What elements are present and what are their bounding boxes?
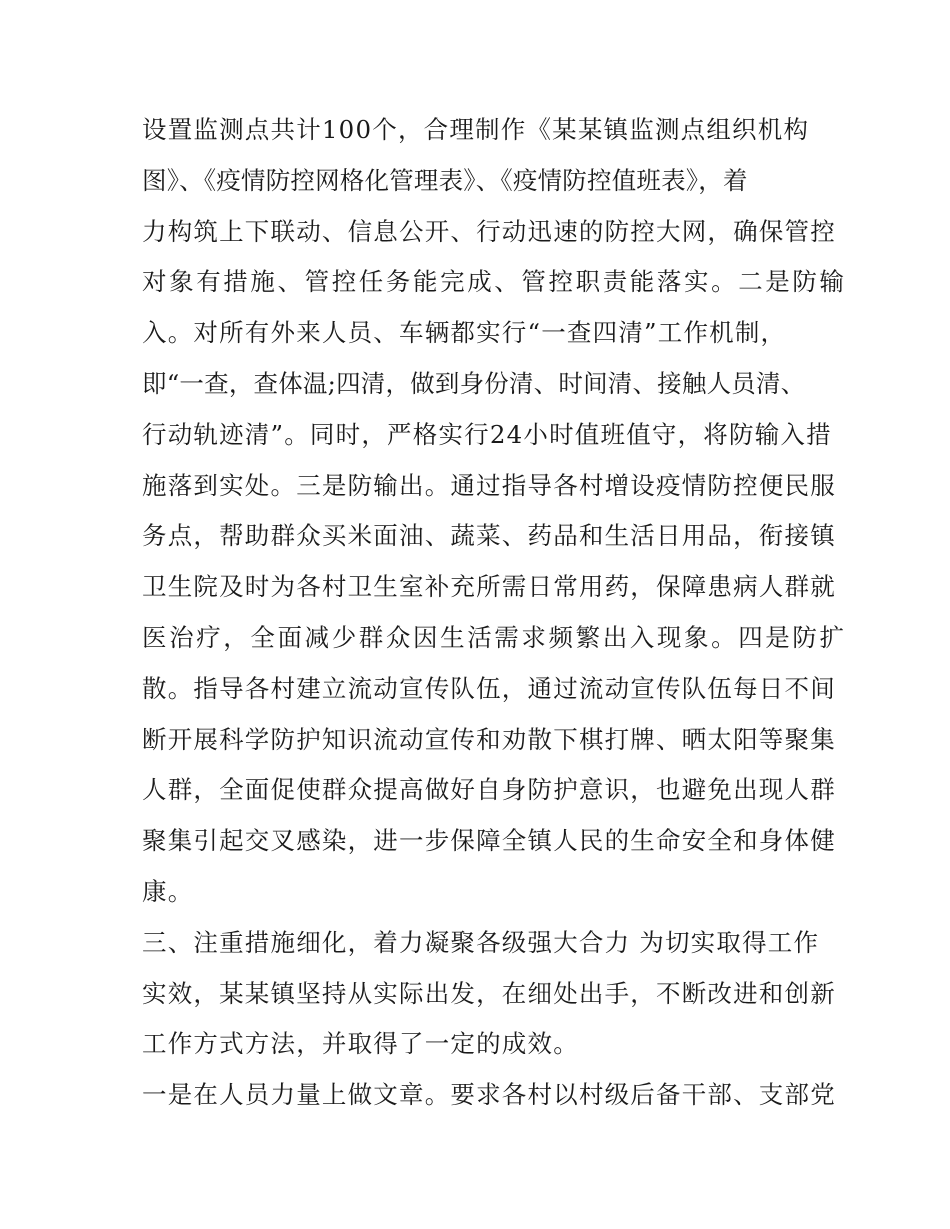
section-heading-line: 三、注重措施细化，着力凝聚各级强大合力 为切实取得工作 [142,927,820,957]
text-line-10: 卫生院及时为各村卫生室补充所需日常用药，保障患病人群就 [142,572,836,602]
document-body [142,108,847,1124]
text-line-14: 人群，全面促使群众提高做好自身防护意识，也避免出现人群 [142,775,836,805]
text-line-8: 施落到实处。三是防输出。通过指导各村增设疫情防控便民服 [142,470,836,500]
text-line-6: 即“一查，查体温;四清，做到身份清、时间清、接触人员清、 [142,368,806,398]
text-line-4: 对象有措施、管控任务能完成、管控职责能落实。二是防输 [142,267,847,297]
text-line-9: 务点，帮助群众买米面油、蔬菜、药品和生活日用品，衔接镇 [142,521,836,551]
text-line-7: 行动轨迹清”。同时，严格实行24小时值班值守，将防输入措 [142,419,832,449]
text-line-11: 医治疗，全面减少群众因生活需求频繁出入现象。四是防扩 [142,622,847,652]
text-line-12: 散。指导各村建立流动宣传队伍，通过流动宣传队伍每日不间 [142,673,836,703]
text-line-16: 康。 [142,876,194,906]
text-line-2: 图》、《疫情防控网格化管理表》、《疫情防控值班表》，着 [142,165,748,195]
text-line-18: 实效，某某镇坚持从实际出发，在细处出手，不断改进和创新 [142,978,836,1008]
text-line-15: 聚集引起交叉感染，进一步保障全镇人民的生命安全和身体健 [142,826,836,856]
text-line-1: 设置监测点共计100个，合理制作《某某镇监测点组织机构 [142,115,810,144]
text-line-19: 工作方式方法，并取得了一定的成效。 [142,1029,579,1059]
text-line-20: 一是在人员力量上做文章。要求各村以村级后备干部、支部党 [142,1080,836,1110]
text-line-13: 断开展科学防护知识流动宣传和劝散下棋打牌、晒太阳等聚集 [142,724,836,754]
text-line-3: 力构筑上下联动、信息公开、行动迅速的防控大网，确保管控 [142,216,836,246]
text-line-5: 入。对所有外来人员、车辆都实行“一查四清”工作机制， [142,318,787,348]
